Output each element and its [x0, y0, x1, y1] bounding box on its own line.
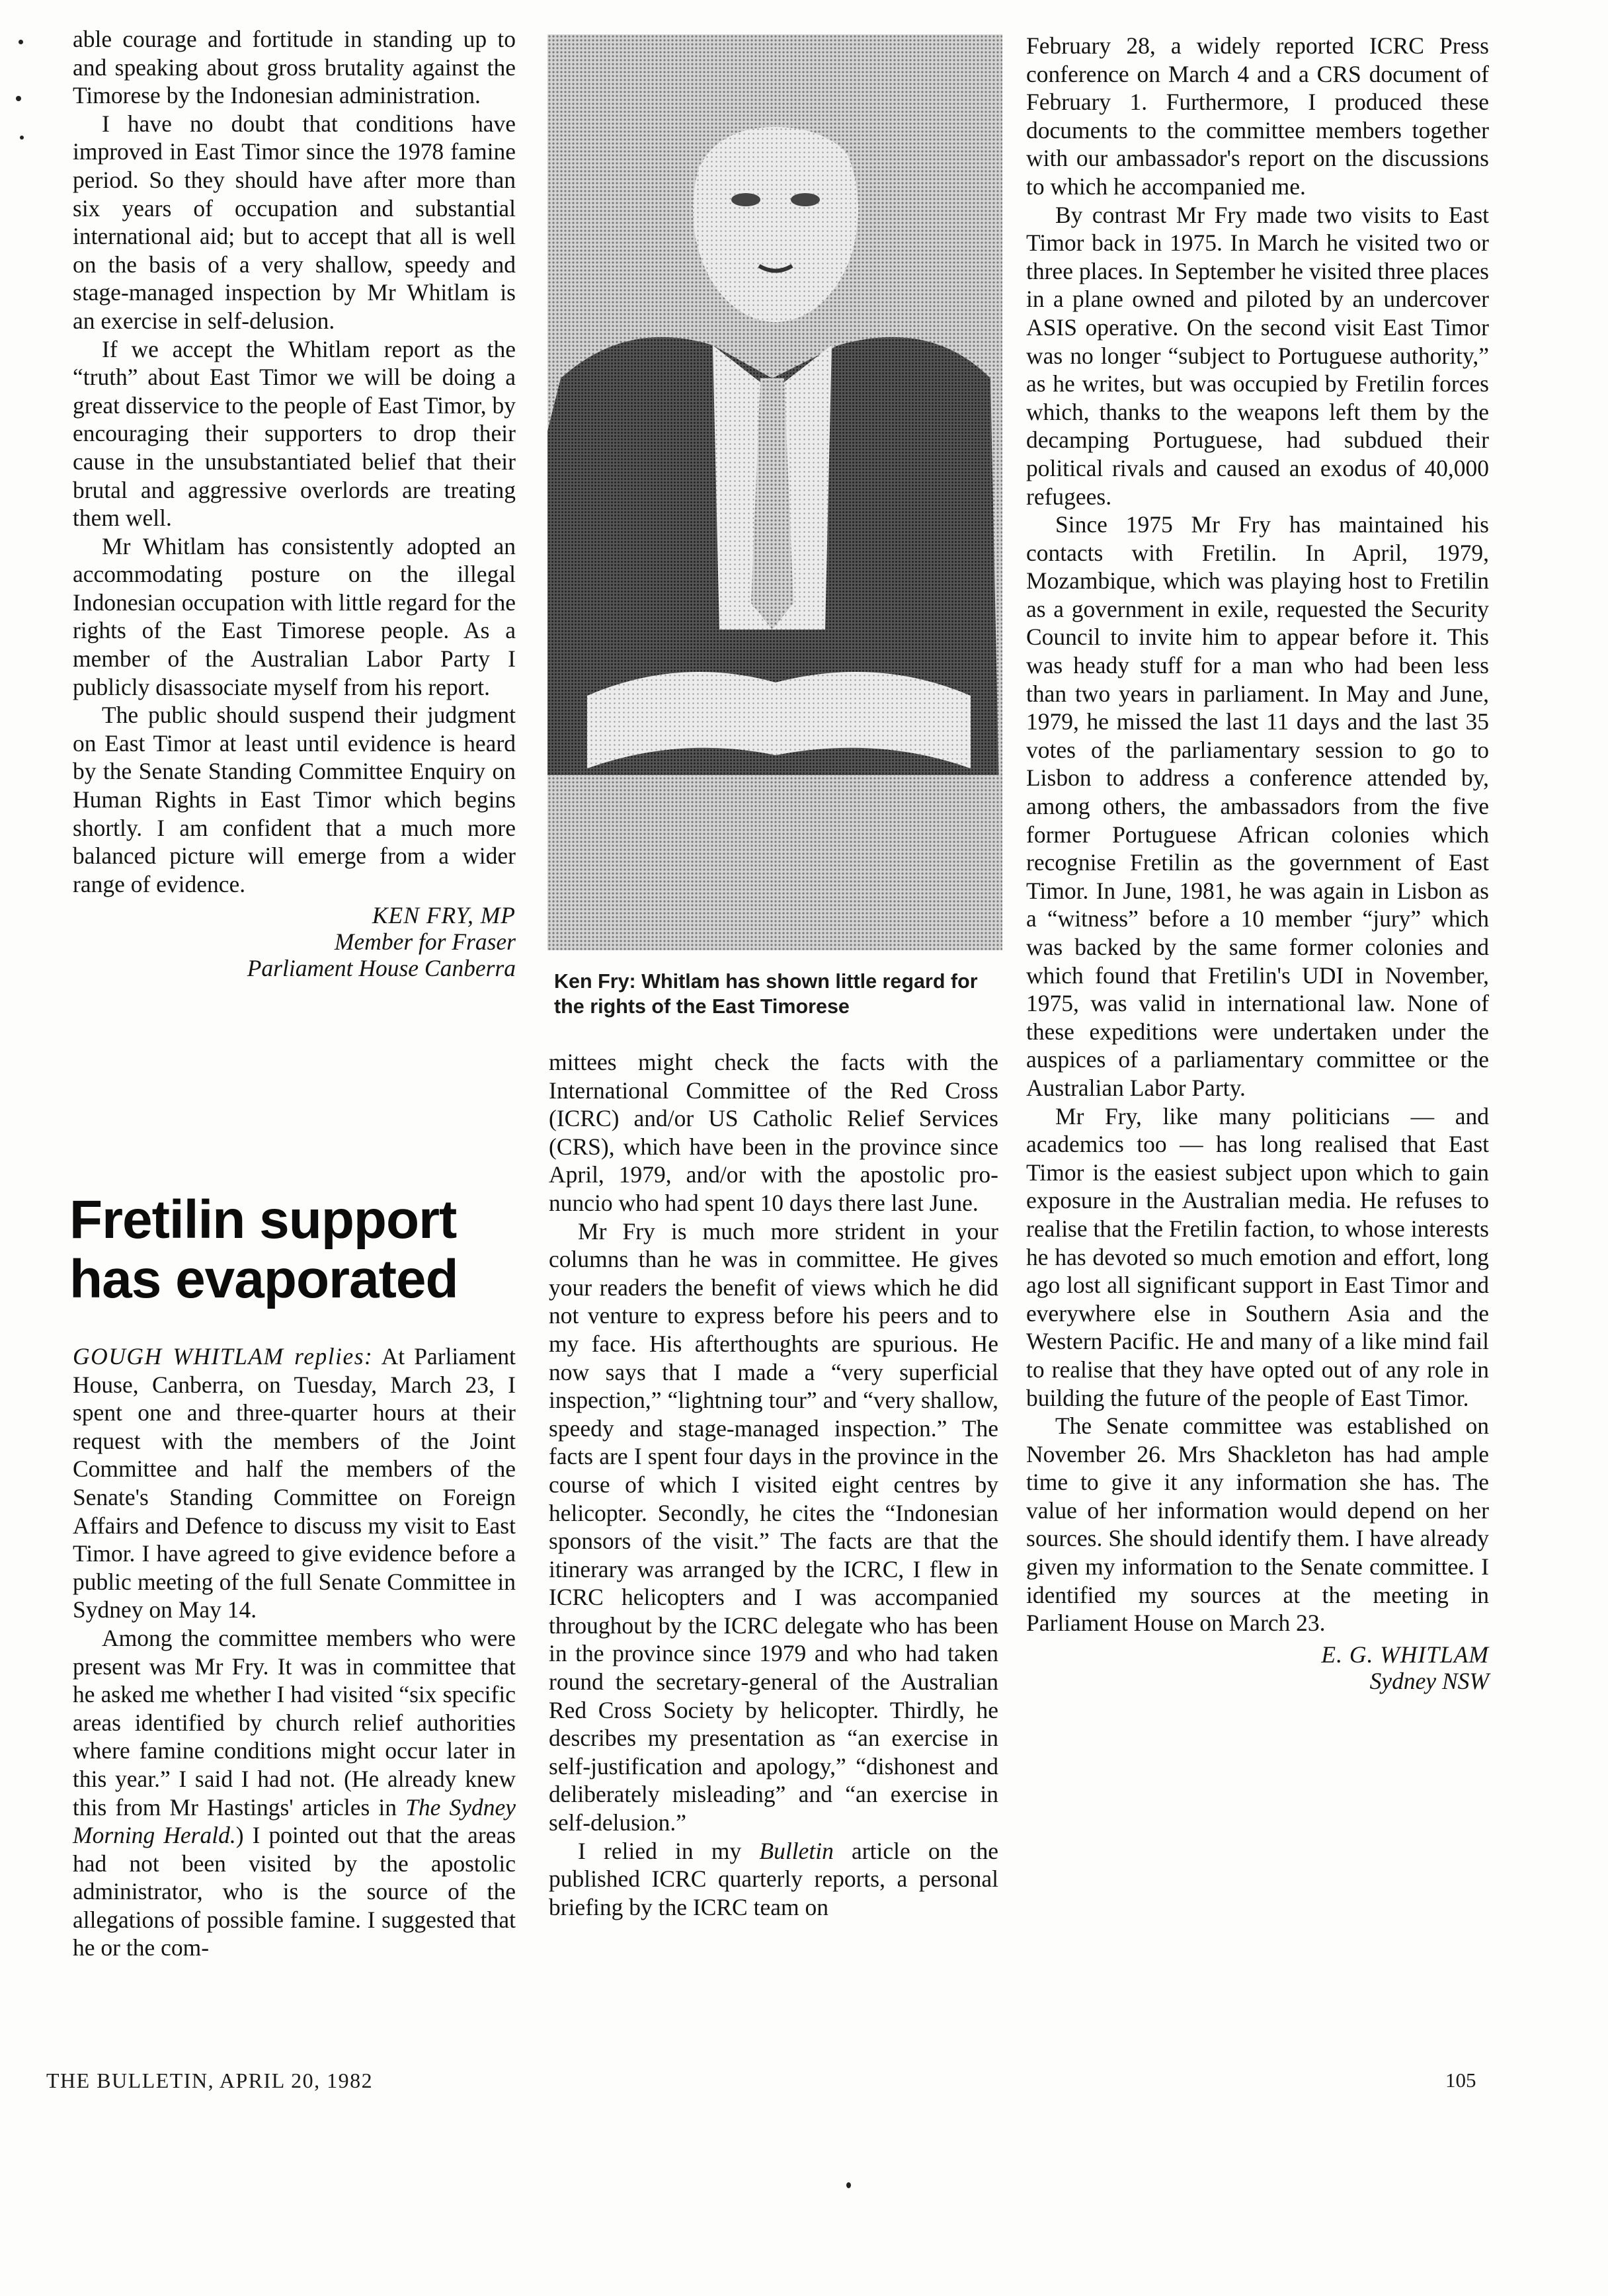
reply-paragraph: February 28, a widely reported ICRC Press conference on March 4 and a CRS document of February 1. Furthermore, I produced these documents to the committee members together with our ambassador's report on the discussions to which he accompanied me.: [1026, 32, 1489, 200]
headline: [69, 1190, 506, 1309]
letter-ken-fry: [73, 25, 516, 981]
scan-speck: [846, 2182, 851, 2188]
reply-paragraph: I relied in my Bulletin article on the published ICRC quarterly reports, a personal briefing by the ICRC team on: [549, 1837, 998, 1920]
publication-footer: THE BULLETIN, APRIL 20, 1982: [46, 2069, 374, 2092]
reply-paragraph: Among the committee members who were present was Mr Fry. It was in committee that he asked me whether I had visited “six specific areas identified by church relief authorities where famine conditions might occur later in this year.” I said I had not. (He already knew this from Mr Hastings' articles in The Sydney Morning Herald.) I pointed out that the areas had not been visited by the apostolic administrator, who is the source of the allegations of possible famine. I suggested that he or the com-: [73, 1624, 516, 1961]
scan-speck: [20, 136, 24, 140]
ken-fry-photo: [547, 34, 1002, 950]
letter-paragraph: able courage and fortitude in standing up to and speaking about gross brutality against the Timorese by the Indonesian administration.: [73, 26, 516, 109]
letter-signature-title: Member for Fraser: [334, 928, 516, 956]
reply-signature-name: E. G. WHITLAM: [1321, 1641, 1489, 1668]
scan-speck: [16, 96, 21, 101]
reply-column-3: [1026, 32, 1489, 1694]
reply-column-1: [73, 1342, 516, 1962]
reply-paragraph: By contrast Mr Fry made two visits to East Timor back in 1975. In March he visited two or three places. In September he visited three places in a plane owned and piloted by an undercover ASIS operative. On the second visit East Timor was no longer “subject to Portuguese authority,” as he writes, but was occupied by Fretilin forces which, thanks to the weapons left them by the decamping Portuguese, had subdued their political rivals and caused an exodus of 40,000 refugees.: [1026, 201, 1489, 510]
reply-paragraph: Mr Fry, like many politicians — and academics too — has long realised that East Timor is the easiest subject upon which to gain exposure in the Australian media. He refuses to realise that the Fretilin faction, to whose interests he has devoted so much emotion and effort, long ago lost all significant support in East Timor and everywhere else in Southern Asia and the Western Pacific. He and many of a like mind fail to realise that they have opted out of any role in building the future of the people of East Timor.: [1026, 1102, 1489, 1411]
scan-speck: [19, 40, 23, 44]
reply-column-2: [549, 1048, 998, 1921]
photo-caption: Ken Fry: Whitlam has shown little regard for the rights of the East Timorese: [554, 970, 978, 1018]
reply-paragraph: Mr Fry is much more strident in your columns than he was in committee. He gives your readers the benefit of views which he did not venture to express before his peers and to my face. His afterthoughts are spurious. He now says that I made a “very superficial inspection,” “lightning tour” and “very shallow, speedy and stage-managed inspection.” The facts are I spent four days in the province in the course of which I visited eight centres by helicopter. Secondly, he cites the “Indonesian sponsors of the visit.” The facts are that the itinerary was arranged by the ICRC, I flew in ICRC helicopters and I was accompanied throughout by the ICRC delegate who has been in the province since 1979 and who had taken round the secretary-general of the Australian Red Cross Society by helicopter. Thirdly, he describes my presentation as “an exercise in self-justification and apology,” “dishonest and deliberately misleading” and “an exercise in self-delusion.”: [549, 1217, 998, 1836]
reply-paragraph: mittees might check the facts with the International Committee of the Red Cross (ICRC) and/or US Catholic Relief Services (CRS), which have been in the province since April, 1979, and/or with the apostolic pro-nuncio who had spent 10 days there last June.: [549, 1049, 998, 1216]
headline-line-2: has evaporated: [69, 1249, 458, 1309]
letter-signature-name: KEN FRY, MP: [372, 902, 516, 929]
letter-signature-address: Parliament House Canberra: [247, 955, 516, 982]
headline-line-1: Fretilin support: [69, 1190, 457, 1250]
reply-paragraph: Since 1975 Mr Fry has maintained his contacts with Fretilin. In April, 1979, Mozambique, which was playing host to Fretilin as a government in exile, requested the Security Council to invite him to appear before it. This was heady stuff for a man who had been less than two years in parliament. In May and June, 1979, he missed the last 11 days and the last 35 votes of the parliamentary session to go to Lisbon to address a conference attended by, among others, the ambassadors from the five former Portuguese African colonies which recognise Fretilin as the government of East Timor. In June, 1981, he was again in Lisbon as a “witness” before a 10 member “jury” which was backed by the same former colonies and which found that Fretilin's UDI in November, 1975, was valid in international law. None of these expeditions were undertaken under the auspices of a parliamentary committee or the Australian Labor Party.: [1026, 511, 1489, 1101]
publication-title: Bulletin: [759, 1837, 834, 1864]
page-number: 105: [1445, 2069, 1476, 2092]
letter-paragraph: I have no doubt that conditions have improved in East Timor since the 1978 famine period. So they should have after more than six years of occupation and substantial international aid; but to accept that all is well on the basis of a very shallow, speedy and stage-managed inspection by Mr Whitlam is an exercise in self-delusion.: [73, 110, 516, 334]
letter-paragraph: The public should suspend their judgment on East Timor at least until evidence is heard by the Senate Standing Committee Enquiry on Human Rights in East Timor which begins shortly. I am confident that a much more balanced picture will emerge from a wider range of evidence.: [73, 702, 516, 897]
letter-paragraph: If we accept the Whitlam report as the “truth” about East Timor we will be doing a great disservice to the people of East Timor, by encouraging their supporters to drop their cause in the unsubstantiated belief that their brutal and aggressive overlords are treating them well.: [73, 335, 516, 532]
reply-paragraph: The Senate committee was established on November 26. Mrs Shackleton has had ample time to give it any information she has. The value of her information would depend on her sources. She should identify them. I have already given my information to the Senate committee. I identified my sources at the meeting in Parliament House on March 23.: [1026, 1413, 1489, 1637]
reply-byline: GOUGH WHITLAM replies:: [73, 1343, 374, 1370]
letter-paragraph: Mr Whitlam has consistently adopted an accommodating posture on the illegal Indonesian occupation with little regard for the rights of the East Timorese people. As a member of the Australian Labor Party I publicly disassociate myself from his report.: [73, 532, 516, 700]
publication-title: The Sydney Morning Herald.: [73, 1793, 516, 1849]
reply-paragraph: GOUGH WHITLAM replies: At Parliament House, Canberra, on Tuesday, March 23, I spent one and three-quarter hours at their request with the members of the Joint Committee and half the members of the Senate's Standing Committee on Foreign Affairs and Defence to discuss my visit to East Timor. I have agreed to give evidence before a public meeting of the full Senate Committee in Sydney on May 14.: [73, 1343, 516, 1623]
reply-signature-place: Sydney NSW: [1369, 1667, 1489, 1694]
